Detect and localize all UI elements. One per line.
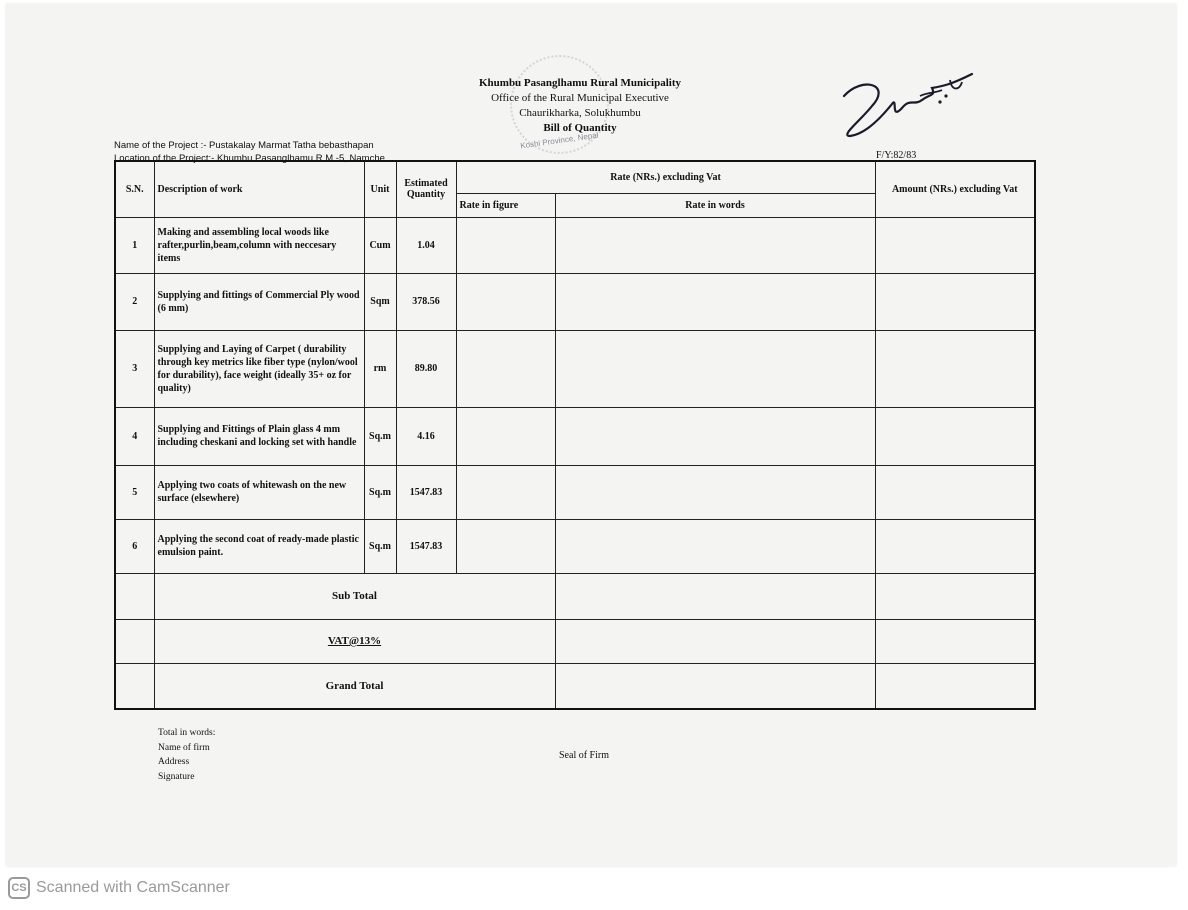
row-quantity: 89.80 bbox=[396, 330, 456, 407]
row-unit: Sq.m bbox=[364, 407, 396, 465]
row-sn: 5 bbox=[115, 465, 154, 519]
header-quantity: Quantity bbox=[406, 189, 446, 201]
total-in-words-label: Total in words: bbox=[158, 728, 216, 738]
row-description: Applying two coats of whitewash on the new surface (elsewhere) bbox=[154, 465, 364, 519]
row-sn: 1 bbox=[115, 217, 154, 273]
row-unit: Cum bbox=[364, 217, 396, 273]
sub-total-row bbox=[115, 573, 1035, 619]
header-unit: Unit bbox=[364, 161, 396, 217]
row-description: Supplying and fittings of Commercial Ply wood (6 mm) bbox=[154, 273, 364, 330]
row-description: Supplying and Fittings of Plain glass 4 mm including cheskani and locking set with handle bbox=[154, 407, 364, 465]
row-description: Making and assembling local woods like rafter,purlin,beam,column with neccesary items bbox=[154, 217, 364, 273]
table-row bbox=[115, 465, 1035, 519]
row-sn: 2 bbox=[115, 273, 154, 330]
header-sn: S.N. bbox=[115, 161, 154, 217]
camscanner-watermark bbox=[8, 877, 230, 899]
grand-total-label: Grand Total bbox=[154, 663, 555, 709]
table-row bbox=[115, 217, 1035, 273]
row-quantity: 1547.83 bbox=[396, 519, 456, 573]
row-quantity: 4.16 bbox=[396, 407, 456, 465]
header-description: Description of work bbox=[154, 161, 364, 217]
header-amount: Amount (NRs.) excluding Vat bbox=[875, 161, 1035, 217]
vat-row bbox=[115, 619, 1035, 663]
row-rate-figure bbox=[456, 519, 555, 573]
row-description: Applying the second coat of ready-made plastic emulsion paint. bbox=[154, 519, 364, 573]
row-unit: Sqm bbox=[364, 273, 396, 330]
row-rate-words bbox=[555, 519, 875, 573]
row-sn: 6 bbox=[115, 519, 154, 573]
row-rate-words bbox=[555, 330, 875, 407]
table-row bbox=[115, 273, 1035, 330]
table-row bbox=[115, 519, 1035, 573]
address-label: Address bbox=[158, 757, 190, 767]
office-name: Office of the Rural Municipal Executive bbox=[491, 92, 669, 104]
table-row bbox=[115, 407, 1035, 465]
row-amount bbox=[875, 407, 1035, 465]
header-estimated-quantity bbox=[396, 161, 456, 217]
row-sn: 4 bbox=[115, 407, 154, 465]
camscanner-text: Scanned with CamScanner bbox=[36, 879, 230, 896]
header-rate-figure: Rate in figure bbox=[456, 193, 555, 217]
row-rate-figure bbox=[456, 273, 555, 330]
document-header bbox=[420, 76, 740, 136]
camscanner-logo-icon: CS bbox=[8, 877, 30, 899]
header-rate-words: Rate in words bbox=[555, 193, 875, 217]
row-rate-words bbox=[555, 465, 875, 519]
municipality-name: Khumbu Pasanglhamu Rural Municipality bbox=[478, 77, 682, 89]
row-amount bbox=[875, 465, 1035, 519]
row-rate-words bbox=[555, 273, 875, 330]
row-rate-figure bbox=[456, 407, 555, 465]
row-description: Supplying and Laying of Carpet ( durability through key metrics like fiber type (nylon/wool for durability), face weight (ideally 35+ oz for quality) bbox=[154, 330, 364, 407]
header-rate-group: Rate (NRs.) excluding Vat bbox=[456, 161, 875, 193]
row-amount bbox=[875, 217, 1035, 273]
row-amount bbox=[875, 273, 1035, 330]
row-sn: 3 bbox=[115, 330, 154, 407]
grand-total-row bbox=[115, 663, 1035, 709]
row-unit: Sq.m bbox=[364, 465, 396, 519]
vat-label: VAT@13% bbox=[154, 619, 555, 663]
row-quantity: 1547.83 bbox=[396, 465, 456, 519]
row-unit: rm bbox=[364, 330, 396, 407]
row-amount bbox=[875, 519, 1035, 573]
firm-details bbox=[158, 726, 215, 784]
row-rate-figure bbox=[456, 465, 555, 519]
row-quantity: 1.04 bbox=[396, 217, 456, 273]
signature-label: Signature bbox=[158, 771, 195, 782]
project-name: Name of the Project :- Pustakalay Marmat Tatha bebasthapan bbox=[114, 140, 374, 151]
table-row bbox=[115, 330, 1035, 407]
project-location: Location of the Project:- Khumbu Pasanglhamu R.M.-5, Namche bbox=[114, 153, 385, 164]
row-rate-words bbox=[555, 217, 875, 273]
firm-name-label: Name of firm bbox=[158, 742, 210, 753]
seal-text: Koshi Province, Nepal bbox=[519, 130, 599, 151]
header-estimated: Estimated bbox=[404, 178, 448, 190]
fiscal-year: F/Y:82/83 bbox=[876, 150, 917, 161]
row-rate-words bbox=[555, 407, 875, 465]
row-rate-figure bbox=[456, 330, 555, 407]
row-rate-figure bbox=[456, 217, 555, 273]
row-amount bbox=[875, 330, 1035, 407]
row-quantity: 378.56 bbox=[396, 273, 456, 330]
document-title: Bill of Quantity bbox=[543, 122, 617, 134]
row-unit: Sq.m bbox=[364, 519, 396, 573]
bill-of-quantity-table bbox=[114, 160, 1036, 710]
seal-of-firm-label: Seal of Firm bbox=[559, 750, 609, 761]
signature-scribble bbox=[832, 66, 982, 146]
sub-total-label: Sub Total bbox=[154, 573, 555, 619]
office-place: Chaurikharka, Solukhumbu bbox=[519, 107, 641, 119]
